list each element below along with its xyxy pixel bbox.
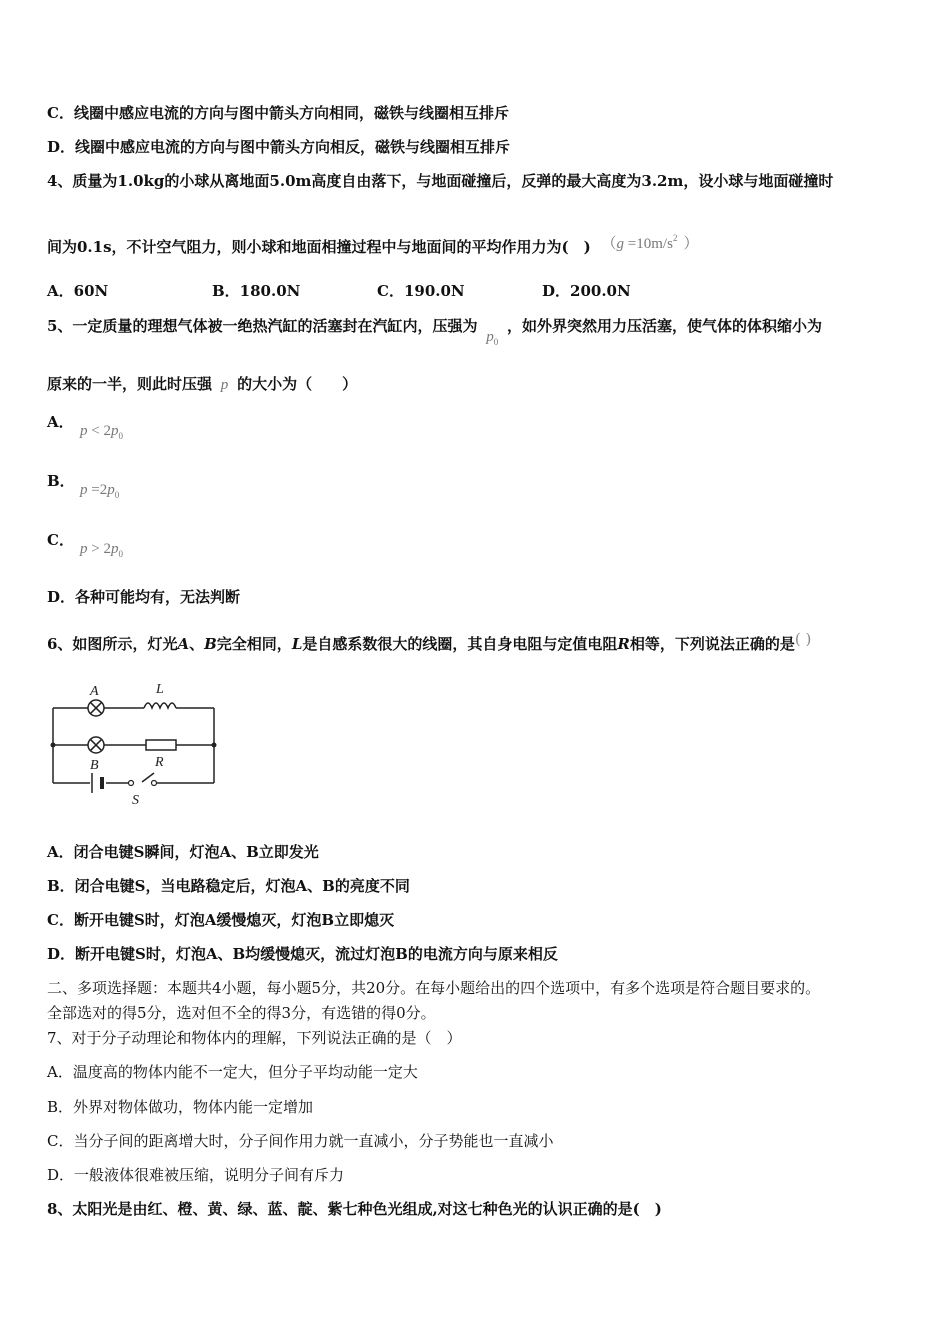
section2-heading-line1: 二、多项选择题：本题共4小题，每小题5分，共20分。在每小题给出的四个选项中，有多个选项是符合题目要求的。 <box>47 979 821 997</box>
q5-stem-part1: 5、一定质量的理想气体被一绝热汽缸的活塞封在汽缸内，压强为 <box>47 317 478 335</box>
q5-stem-part2: ，如外界突然用力压活塞，使气体的体积缩小为 <box>507 317 823 335</box>
q5-option-a-label: A． <box>47 413 74 431</box>
q5-p0-symbol: $p_0$ <box>486 329 499 347</box>
q5-stem-part4: 的大小为（ ） <box>237 375 358 393</box>
q8-stem: 8、太阳光是由红、橙、黄、绿、蓝、靛、紫七种色光组成,对这七种色光的认识正确的是( ) <box>47 1200 662 1218</box>
q4-gravity-formula: （$g =10m/s^2$ ） <box>601 233 699 252</box>
q5-stem-part3: 原来的一半，则此时压强 <box>47 375 213 393</box>
q6-coil-ref: L <box>291 635 303 653</box>
q6-stem-part1: 6、如图所示，灯光 <box>47 635 178 653</box>
q4-option-c: C．190.0N <box>377 282 465 300</box>
q5-option-c-label: C． <box>47 531 74 549</box>
q6-stem <box>47 630 812 654</box>
q6-stem-part2: 完全相同， <box>216 635 292 653</box>
battery-icon <box>92 773 102 793</box>
q4-option-b: B．180.0N <box>212 282 301 300</box>
q3-option-c: C．线圈中感应电流的方向与图中箭头方向相同，磁铁与线圈相互排斥 <box>47 104 509 122</box>
q6-option-d: D．断开电键S时，灯泡A、B均缓慢熄灭，流过灯泡B的电流方向与原来相反 <box>47 945 558 963</box>
q5-stem-line1 <box>47 316 823 347</box>
q7-option-d: D．一般液体很难被压缩，说明分子间有斥力 <box>47 1166 345 1184</box>
q5-option-d: D．各种可能均有，无法判断 <box>47 588 241 606</box>
q7-stem: 7、对于分子动理论和物体内的理解，下列说法正确的是（ ） <box>47 1029 462 1047</box>
q6-stem-part3: 是自感系数很大的线圈，其自身电阻与定值电阻 <box>302 635 618 653</box>
q6-option-b: B．闭合电键S，当电路稳定后，灯泡A、B的亮度不同 <box>47 877 410 895</box>
q7-option-c: C．当分子间的距离增大时，分子间作用力就一直减小，分子势能也一直减小 <box>47 1132 554 1150</box>
q5-option-b-label: B． <box>47 472 75 490</box>
resistor-icon <box>146 740 176 750</box>
q4-option-d: D．200.0N <box>542 282 631 300</box>
label-b: B <box>90 758 99 773</box>
q6-stem-part4: 相等，下列说法正确的是 <box>629 635 795 653</box>
q6-answer-paren: ( ) <box>794 630 812 648</box>
q7-option-b: B．外界对物体做功，物体内能一定增加 <box>47 1098 314 1116</box>
label-a: A <box>90 684 99 699</box>
q4-option-a: A．60N <box>47 282 109 300</box>
q6-option-a: A．闭合电键S瞬间，灯泡A、B立即发光 <box>47 843 319 861</box>
q6-lamp-a-ref: A <box>177 635 190 653</box>
q3-option-d: D．线圈中感应电流的方向与图中箭头方向相反，磁铁与线圈相互排斥 <box>47 138 511 156</box>
label-l: L <box>156 682 164 697</box>
inductor-coil-icon <box>144 703 176 708</box>
q4-stem-line2 <box>47 232 698 258</box>
q5-option-b-formula: $p =2p_0$ <box>80 482 120 500</box>
q5-p-symbol: p <box>220 377 229 393</box>
q6-option-c: C．断开电键S时，灯泡A缓慢熄灭，灯泡B立即熄灭 <box>47 911 395 929</box>
circuit-diagram <box>48 678 223 808</box>
q6-resistor-ref: R <box>617 635 630 653</box>
q5-option-a-formula: $p < 2p_0$ <box>80 423 123 441</box>
q6-separator: 、 <box>189 635 205 653</box>
q4-stem-line1: 4、质量为1.0kg的小球从离地面5.0m高度自由落下，与地面碰撞后，反弹的最大高度为3.2m，设小球与地面碰撞时 <box>47 172 834 190</box>
q5-stem-line2 <box>47 374 357 395</box>
q6-lamp-b-ref: B <box>204 635 217 653</box>
q7-option-a: A．温度高的物体内能不一定大，但分子平均动能一定大 <box>47 1063 418 1081</box>
q5-option-c-formula: $p > 2p_0$ <box>80 541 123 559</box>
section2-heading-line2: 全部选对的得5分，选对但不全的得3分，有选错的得0分。 <box>47 1004 436 1022</box>
label-s: S <box>132 793 139 808</box>
label-r: R <box>155 755 164 770</box>
q4-stem-text: 间为0.1s，不计空气阻力，则小球和地面相撞过程中与地面间的平均作用力为( ) <box>47 238 591 256</box>
